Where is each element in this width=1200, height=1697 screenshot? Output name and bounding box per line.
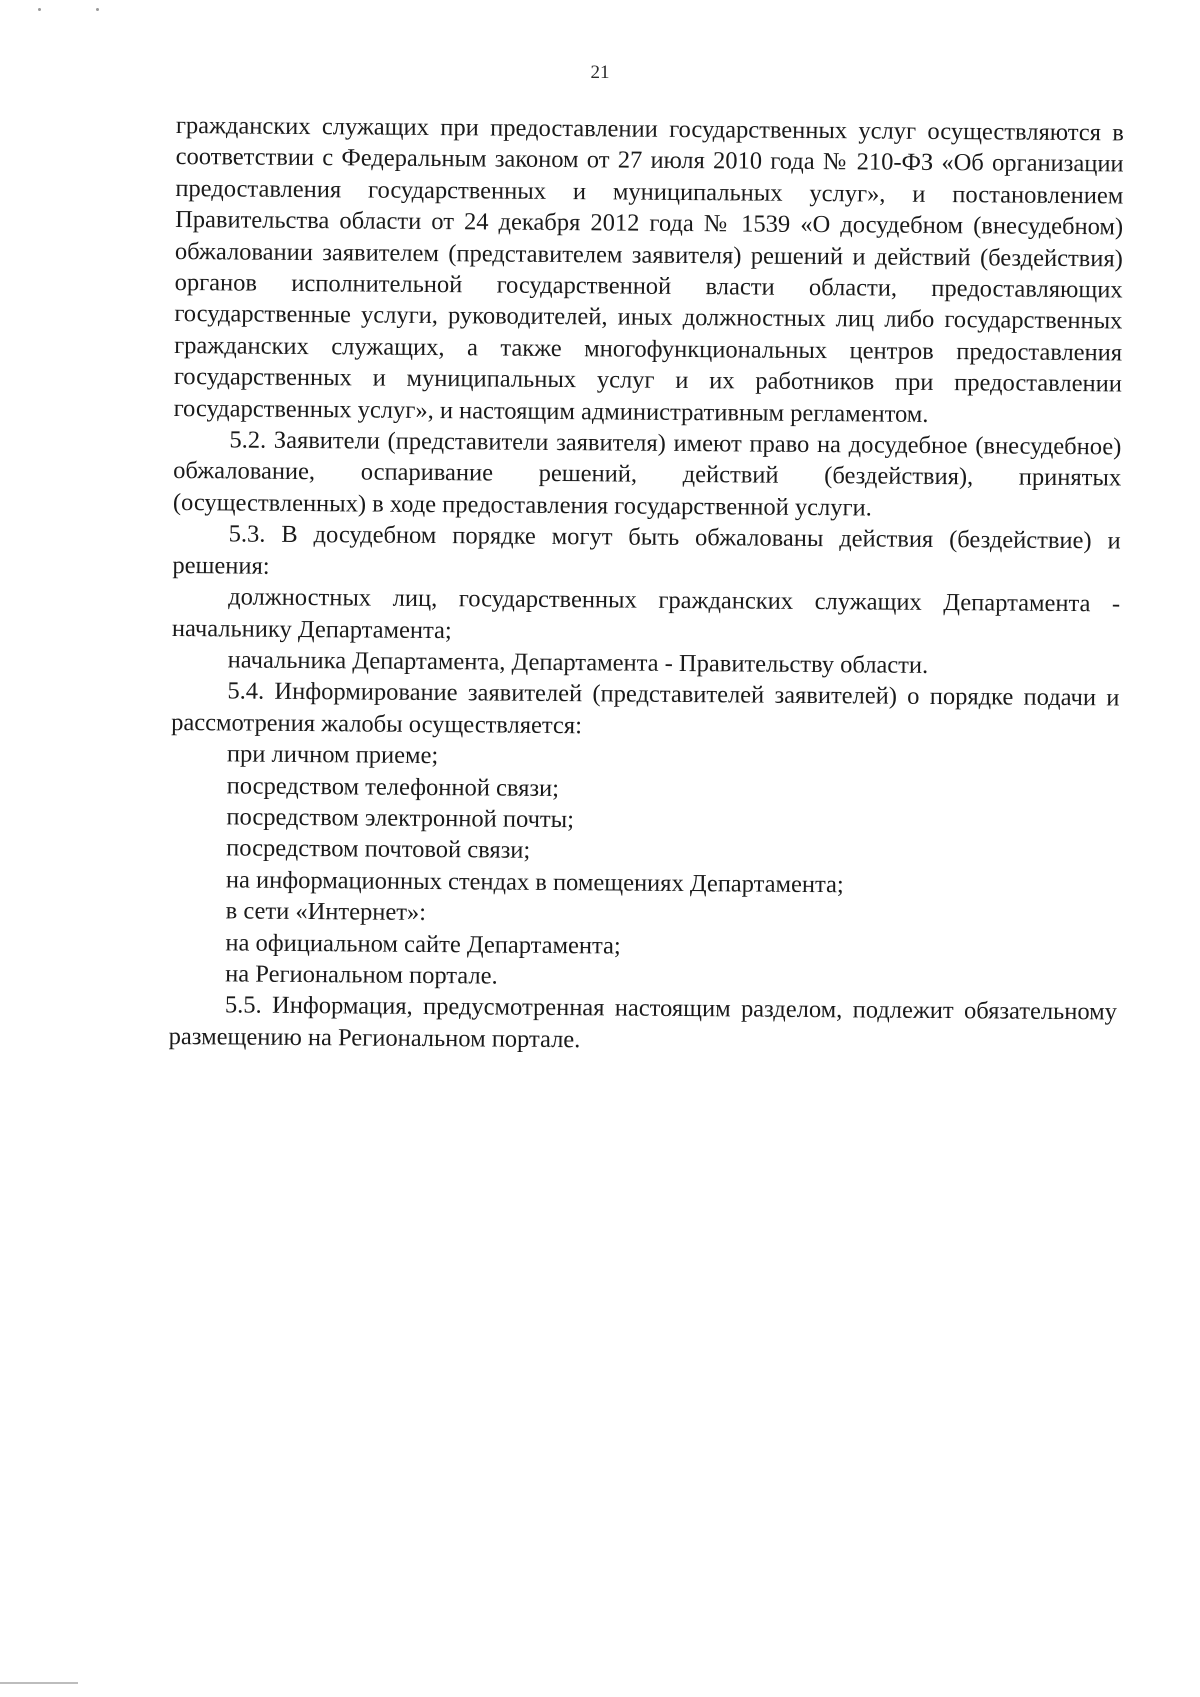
footer-rule [0,1682,78,1684]
list-item: посредством электронной почты; [226,803,575,834]
list-item: посредством телефонной связи; [226,771,560,802]
paragraph-continuation: гражданских служащих при предоставлении государственных услуг осуществляются в соответствии с Федеральным законом от 27 июля 2010 года № 210-ФЗ «Об организации предоставления государственных и муниципальных услуг», и постановлением Правительства области от 24 декабря 2012 года № 1539 «О досудебном (внесудебном) обжаловании заявителем (представителем заявителя) решений и действий (бездействия) органов исполнительной государственной власти области, предоставляющих государственные услуги, руководителей, иных должностных лиц либо государственных гражданских служащих, а также многофункциональных центров предоставления государственных и муниципальных услуг и их работников при предоставлении государственных услуг», и настоящим административным регламентом. [173,111,1124,428]
list-item: при личном приеме; [226,740,439,770]
paragraph-5-2: 5.2. Заявители (представители заявителя) имеют право на досудебное (внесудебное) обжалование, оспаривание решений, действий (бездействия), принятых (осуществленных) в ходе предоставления государственной услуги. [172,426,1122,522]
scan-artifact-dot [96,8,99,11]
paragraph-5-5: 5.5. Информация, предусмотренная настоящим разделом, подлежит обязательному размещению на Региональном портале. [168,991,1118,1053]
list-item: посредством почтовой связи; [226,834,531,865]
scan-artifact-dot [38,8,41,11]
list-item: в сети «Интернет»: [225,897,427,927]
paragraph-5-3: 5.3. В досудебном порядке могут быть обжалованы действия (бездействие) и решения: [172,520,1121,580]
paragraph-5-3-item-head: начальника Департамента, Департамента - Правительству области. [227,646,929,679]
list-item: на официальном сайте Департамента; [225,928,621,960]
paragraph-5-4: 5.4. Информирование заявителей (представителей заявителей) о порядке подачи и рассмотрения жалобы осуществляется: [171,677,1120,739]
document-body [169,110,1124,1060]
informing-methods-list [169,738,1119,997]
list-item: на информационных стендах в помещениях Департамента; [225,866,844,899]
page-number: 21 [590,62,610,83]
paragraph-5-3-item-officials: должностных лиц, государственных гражданских служащих Департамента - начальнику Департамента; [171,583,1121,644]
list-item: на Региональном портале. [225,960,498,990]
